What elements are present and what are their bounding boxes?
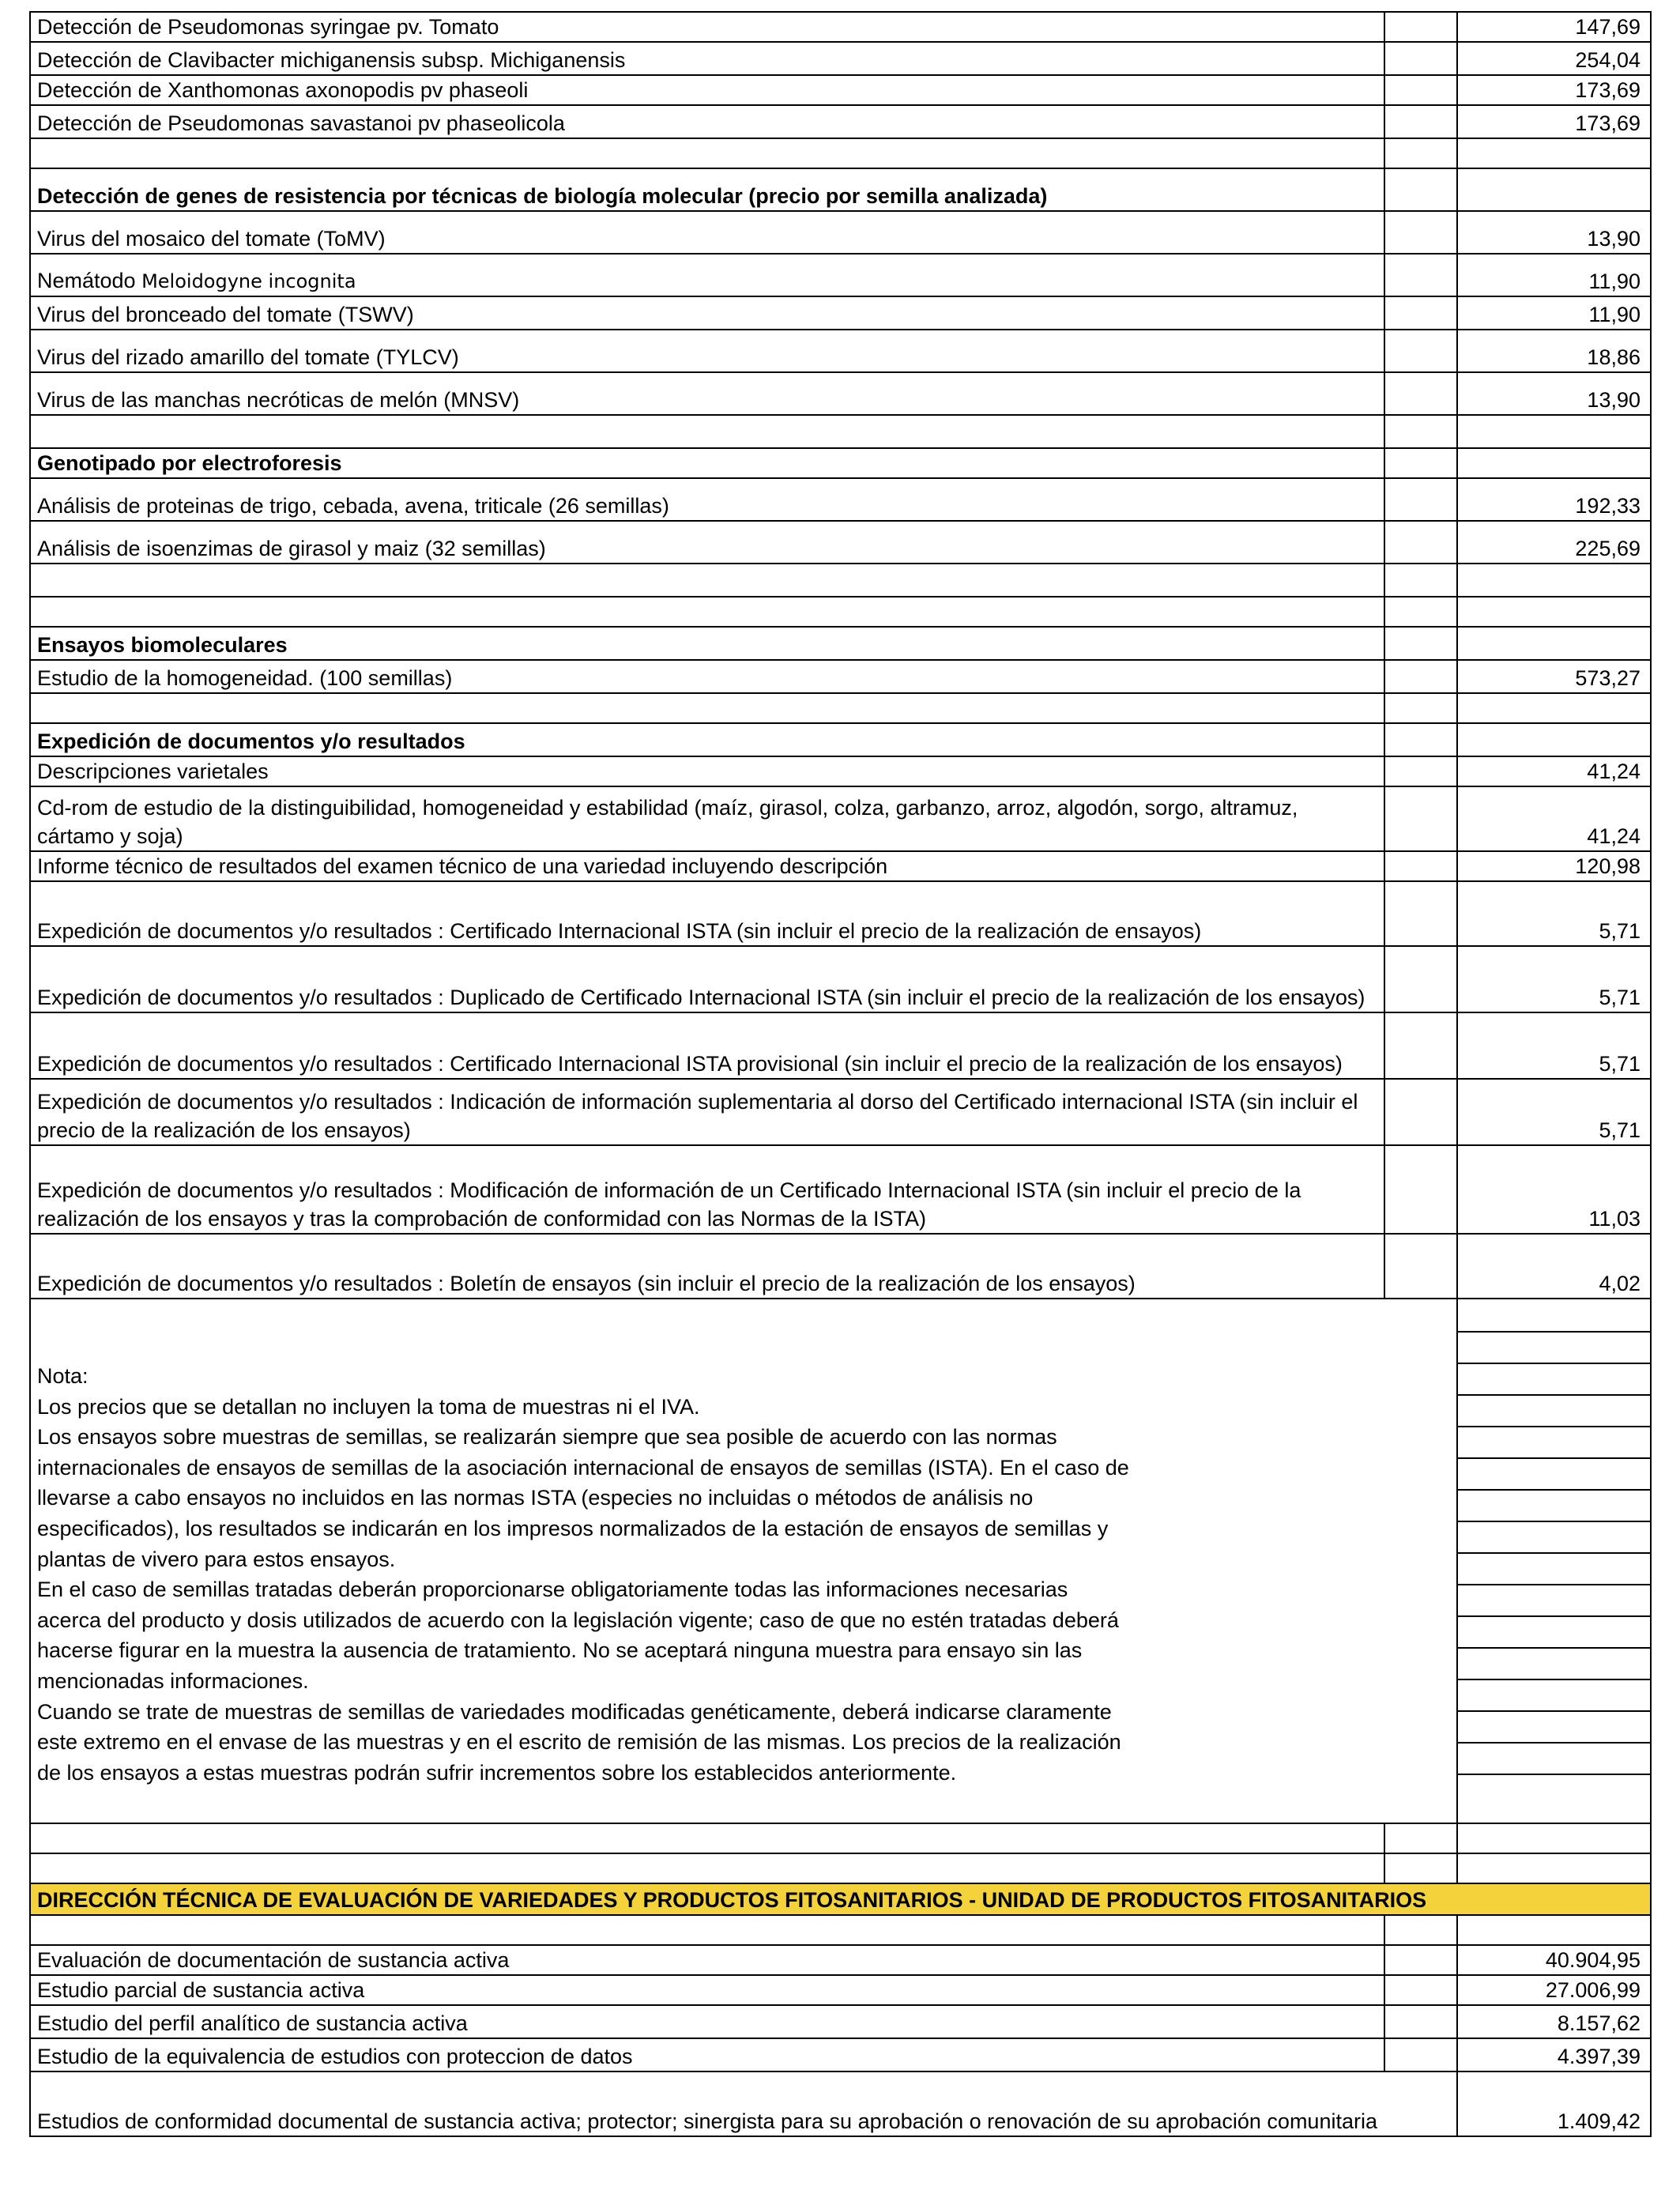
row-price: 11,90 <box>1457 254 1651 296</box>
grid-line <box>1458 1552 1650 1554</box>
grid-line <box>1458 1584 1650 1585</box>
row-description: Detección de Clavibacter michiganensis subsp. Michiganensis <box>30 42 1384 75</box>
spacer-row <box>30 415 1651 448</box>
empty-cell <box>30 597 1384 627</box>
empty-cell <box>1384 2005 1457 2038</box>
table-row <box>30 12 1651 42</box>
section-title: Expedición de documentos y/o resultados <box>30 723 1384 756</box>
table-row <box>30 1079 1651 1145</box>
empty-cell <box>30 564 1384 597</box>
table-row <box>30 296 1651 330</box>
row-price: 173,69 <box>1457 105 1651 138</box>
table-row <box>30 42 1651 75</box>
empty-cell <box>1384 478 1457 521</box>
empty-cell <box>1384 296 1457 330</box>
row-description: Virus del mosaico del tomate (ToMV) <box>30 211 1384 254</box>
section-header-row <box>30 168 1651 211</box>
empty-cell <box>1384 211 1457 254</box>
price-sheet <box>29 11 1650 2137</box>
row-price: 147,69 <box>1457 12 1651 42</box>
section-title: Detección de genes de resistencia por técnicas de biología molecular (precio por semilla analizada) <box>30 168 1384 211</box>
section-header-row <box>30 448 1651 478</box>
table-row <box>30 2038 1651 2071</box>
row-price: 18,86 <box>1457 330 1651 372</box>
row-description: Análisis de proteinas de trigo, cebada, avena, triticale (26 semillas) <box>30 478 1384 521</box>
grid-line <box>1458 1331 1650 1333</box>
row-price: 573,27 <box>1457 660 1651 693</box>
table-row <box>30 660 1651 693</box>
spacer-row <box>30 1915 1651 1945</box>
empty-cell <box>1457 1853 1651 1883</box>
row-price: 4.397,39 <box>1457 2038 1651 2071</box>
empty-cell <box>1384 693 1457 723</box>
row-description: Informe técnico de resultados del examen técnico de una variedad incluyendo descripción <box>30 851 1384 881</box>
grid-line <box>1458 1742 1650 1744</box>
section-header-row-highlight <box>30 1883 1651 1915</box>
empty-cell <box>1384 448 1457 478</box>
empty-cell <box>1457 693 1651 723</box>
row-price: 5,71 <box>1457 1079 1651 1145</box>
row-price: 41,24 <box>1457 786 1651 851</box>
empty-cell <box>1457 448 1651 478</box>
empty-cell <box>1384 756 1457 786</box>
empty-cell <box>1384 723 1457 756</box>
note-cell <box>30 1299 1457 1823</box>
empty-cell <box>30 1823 1384 1853</box>
table-row <box>30 786 1651 851</box>
empty-cell <box>30 1915 1384 1945</box>
grid-line <box>1458 1394 1650 1396</box>
section-title: Ensayos biomoleculares <box>30 627 1384 660</box>
table-row <box>30 105 1651 138</box>
empty-cell <box>1384 1234 1457 1299</box>
grid-line <box>1458 1710 1650 1712</box>
empty-cell <box>1384 105 1457 138</box>
empty-cell <box>1457 564 1651 597</box>
empty-cell <box>1384 254 1457 296</box>
empty-cell <box>1457 627 1651 660</box>
table-row <box>30 2005 1651 2038</box>
spacer-row <box>30 693 1651 723</box>
table-row <box>30 946 1651 1012</box>
row-price: 1.409,42 <box>1457 2071 1651 2136</box>
empty-cell <box>1384 851 1457 881</box>
empty-cell <box>1384 75 1457 105</box>
note-row <box>30 1299 1651 1823</box>
species-name: Meloidogyne incognita <box>141 270 356 292</box>
price-table <box>29 11 1652 2137</box>
note-side-cell <box>1457 1299 1651 1823</box>
empty-cell <box>30 415 1384 448</box>
empty-cell <box>30 693 1384 723</box>
grid-line <box>1458 1363 1650 1364</box>
row-description: Detección de Xanthomonas axonopodis pv phaseoli <box>30 75 1384 105</box>
grid-line <box>1458 1457 1650 1459</box>
row-description: Expedición de documentos y/o resultados : Certificado Internacional ISTA (sin incluir el precio de la realización de ensayos) <box>30 881 1384 946</box>
row-price: 225,69 <box>1457 521 1651 564</box>
row-price: 40.904,95 <box>1457 1945 1651 1975</box>
row-price: 120,98 <box>1457 851 1651 881</box>
row-price: 8.157,62 <box>1457 2005 1651 2038</box>
grid-line <box>1458 1521 1650 1522</box>
table-row <box>30 330 1651 372</box>
row-description <box>30 254 1384 296</box>
row-description: Expedición de documentos y/o resultados : Modificación de información de un Certificado Internacional ISTA (sin incluir el precio de la realización de los ensayos y tras la comprobación de conformidad con las Normas de la ISTA) <box>30 1145 1384 1234</box>
section-title: Genotipado por electroforesis <box>30 448 1384 478</box>
empty-cell <box>1457 1823 1651 1853</box>
spacer-row <box>30 138 1651 168</box>
table-row <box>30 254 1651 296</box>
grid-line <box>1458 1774 1650 1775</box>
section-header-row <box>30 627 1651 660</box>
empty-cell <box>30 138 1384 168</box>
row-price: 4,02 <box>1457 1234 1651 1299</box>
table-row <box>30 478 1651 521</box>
row-price: 11,03 <box>1457 1145 1651 1234</box>
row-description: Virus del bronceado del tomate (TSWV) <box>30 296 1384 330</box>
row-description-prefix: Nemátodo <box>37 269 142 292</box>
table-row <box>30 881 1651 946</box>
section-header-row <box>30 723 1651 756</box>
row-price: 5,71 <box>1457 946 1651 1012</box>
row-description: Expedición de documentos y/o resultados : Duplicado de Certificado Internacional ISTA (sin incluir el precio de la realización de los ensayos) <box>30 946 1384 1012</box>
row-description: Estudio del perfil analítico de sustancia activa <box>30 2005 1384 2038</box>
table-row <box>30 521 1651 564</box>
row-description: Estudio de la homogeneidad. (100 semillas) <box>30 660 1384 693</box>
empty-cell <box>1384 372 1457 415</box>
row-price: 13,90 <box>1457 211 1651 254</box>
empty-cell <box>1384 1145 1457 1234</box>
empty-cell <box>1457 415 1651 448</box>
row-price: 254,04 <box>1457 42 1651 75</box>
empty-cell <box>1384 1975 1457 2005</box>
spacer-row <box>30 597 1651 627</box>
row-price: 11,90 <box>1457 296 1651 330</box>
empty-cell <box>1384 12 1457 42</box>
empty-cell <box>1384 786 1457 851</box>
row-description: Estudios de conformidad documental de sustancia activa; protector; sinergista para su aprobación o renovación de su aprobación comunitaria <box>30 2071 1457 2136</box>
grid-line <box>1458 1647 1650 1649</box>
row-price: 192,33 <box>1457 478 1651 521</box>
empty-cell <box>1384 660 1457 693</box>
empty-cell <box>1384 881 1457 946</box>
empty-cell <box>1384 946 1457 1012</box>
row-description: Virus del rizado amarillo del tomate (TYLCV) <box>30 330 1384 372</box>
spacer-row <box>30 564 1651 597</box>
empty-cell <box>1384 1823 1457 1853</box>
row-description: Análisis de isoenzimas de girasol y maiz (32 semillas) <box>30 521 1384 564</box>
empty-cell <box>1384 564 1457 597</box>
section-title: DIRECCIÓN TÉCNICA DE EVALUACIÓN DE VARIEDADES Y PRODUCTOS FITOSANITARIOS - UNIDAD DE PRODUCTOS FITOSANITARIOS <box>30 1883 1651 1915</box>
empty-cell <box>1384 415 1457 448</box>
row-price: 41,24 <box>1457 756 1651 786</box>
row-price: 5,71 <box>1457 1012 1651 1079</box>
table-row <box>30 1145 1651 1234</box>
empty-cell <box>1457 1915 1651 1945</box>
empty-cell <box>1384 1915 1457 1945</box>
row-description: Cd-rom de estudio de la distinguibilidad, homogeneidad y estabilidad (maíz, girasol, colza, garbanzo, arroz, algodón, sorgo, altramuz, cártamo y soja) <box>30 786 1384 851</box>
empty-cell <box>1384 627 1457 660</box>
empty-cell <box>1457 168 1651 211</box>
row-description: Detección de Pseudomonas syringae pv. Tomato <box>30 12 1384 42</box>
row-price: 13,90 <box>1457 372 1651 415</box>
grid-line <box>1458 1426 1650 1427</box>
note-side-grid <box>1458 1299 1650 1823</box>
row-description: Estudio de la equivalencia de estudios con proteccion de datos <box>30 2038 1384 2071</box>
row-price: 27.006,99 <box>1457 1975 1651 2005</box>
table-row <box>30 851 1651 881</box>
row-description: Evaluación de documentación de sustancia activa <box>30 1945 1384 1975</box>
table-row <box>30 1012 1651 1079</box>
spacer-row <box>30 1823 1651 1853</box>
table-row <box>30 1945 1651 1975</box>
empty-cell <box>1384 42 1457 75</box>
row-description: Expedición de documentos y/o resultados : Certificado Internacional ISTA provisional (sin incluir el precio de la realización de los ensayos) <box>30 1012 1384 1079</box>
table-row <box>30 211 1651 254</box>
grid-line <box>1458 1679 1650 1680</box>
table-row <box>30 372 1651 415</box>
note-text: Nota: Los precios que se detallan no incluyen la toma de muestras ni el IVA. Los ensayos sobre muestras de semillas, se realizarán siempre que sea posible de acuerdo con las normas internacionales de ensayos de semillas de la asociación internacional de ensayos de semillas (ISTA). En el caso de llevarse a cabo ensayos no incluidos en las normas ISTA (especies no incluidas o métodos de análisis no especificados), los resultados se indicarán en los impresos normalizados de la estación de ensayos de semillas y plantas de vivero para estos ensayos. En el caso de semillas tratadas deberán proporcionarse obligatoriamente todas las informaciones necesarias acerca del producto y dosis utilizados de acuerdo con la legislación vigente; caso de que no estén tratadas deberá hacerse figurar en la muestra la ausencia de tratamiento. No se aceptará ninguna muestra para ensayo sin las mencionadas informaciones. Cuando se trate de muestras de semillas de variedades modificadas genéticamente, deberá indicarse claramente este extremo en el envase de las muestras y en el escrito de remisión de las mismas. Los precios de la realización de los ensayos a estas muestras podrán sufrir incrementos sobre los establecidos anteriormente. <box>37 1364 1129 1785</box>
empty-cell <box>1457 597 1651 627</box>
empty-cell <box>1384 168 1457 211</box>
empty-cell <box>1457 723 1651 756</box>
row-price: 5,71 <box>1457 881 1651 946</box>
row-description: Expedición de documentos y/o resultados : Indicación de información suplementaria al dorso del Certificado internacional ISTA (sin incluir el precio de la realización de los ensayos) <box>30 1079 1384 1145</box>
table-row <box>30 756 1651 786</box>
spacer-row <box>30 1853 1651 1883</box>
empty-cell <box>1384 1945 1457 1975</box>
empty-cell <box>1384 138 1457 168</box>
empty-cell <box>1384 521 1457 564</box>
row-description: Descripciones varietales <box>30 756 1384 786</box>
row-description: Virus de las manchas necróticas de melón (MNSV) <box>30 372 1384 415</box>
grid-line <box>1458 1615 1650 1617</box>
empty-cell <box>1384 1012 1457 1079</box>
empty-cell <box>30 1853 1384 1883</box>
empty-cell <box>1384 597 1457 627</box>
row-price: 173,69 <box>1457 75 1651 105</box>
table-row <box>30 1234 1651 1299</box>
empty-cell <box>1457 138 1651 168</box>
empty-cell <box>1384 330 1457 372</box>
table-row <box>30 2071 1651 2136</box>
row-description: Detección de Pseudomonas savastanoi pv phaseolicola <box>30 105 1384 138</box>
table-row <box>30 75 1651 105</box>
empty-cell <box>1384 2038 1457 2071</box>
table-row <box>30 1975 1651 2005</box>
row-description: Expedición de documentos y/o resultados : Boletín de ensayos (sin incluir el precio de la realización de los ensayos) <box>30 1234 1384 1299</box>
grid-line <box>1458 1489 1650 1491</box>
empty-cell <box>1384 1853 1457 1883</box>
empty-cell <box>1384 1079 1457 1145</box>
row-description: Estudio parcial de sustancia activa <box>30 1975 1384 2005</box>
